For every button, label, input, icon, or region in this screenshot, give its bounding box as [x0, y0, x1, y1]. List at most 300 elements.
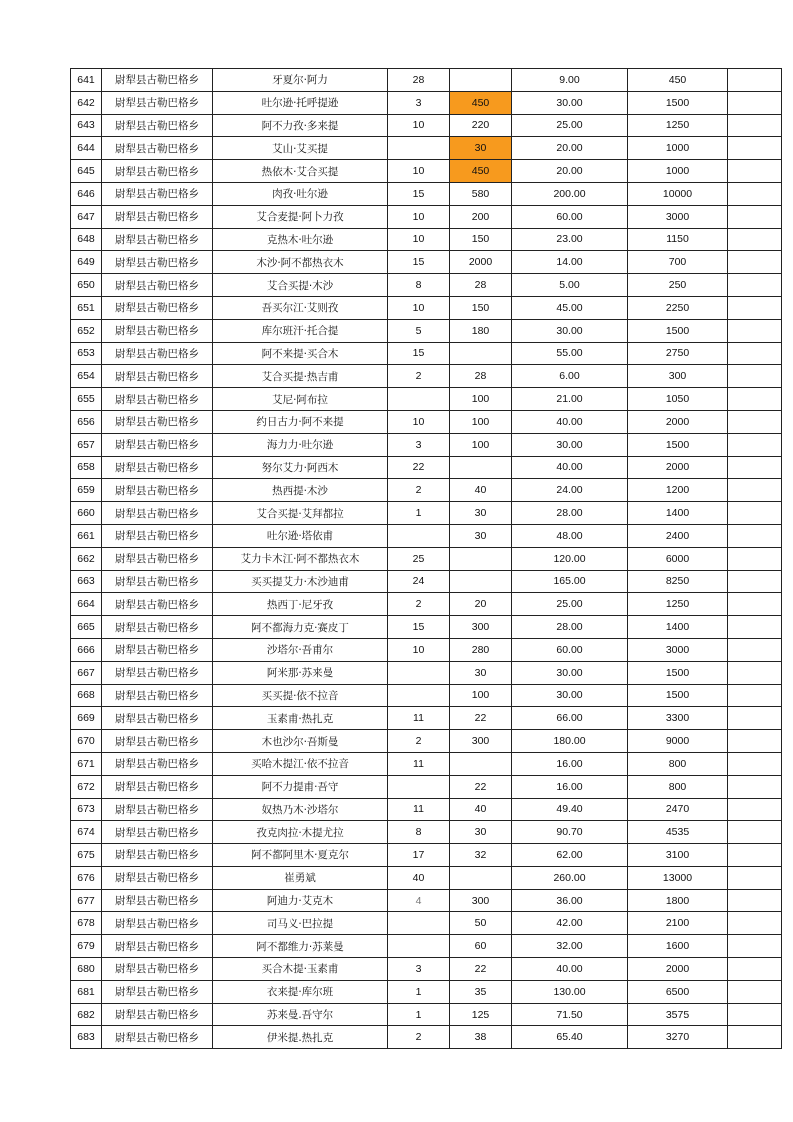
quantity-a-cell: 17: [388, 844, 450, 867]
name-cell: 奴热乃木·沙塔尔: [213, 798, 388, 821]
row-number-cell: 675: [71, 844, 102, 867]
amount-cell: 20.00: [512, 137, 628, 160]
quantity-b-cell: 150: [450, 296, 512, 319]
remark-cell: [728, 433, 782, 456]
quantity-b-cell: 28: [450, 274, 512, 297]
remark-cell: [728, 296, 782, 319]
data-table: [70, 68, 782, 1049]
table-row: [71, 547, 782, 570]
total-cell: 8250: [628, 570, 728, 593]
town-cell: 尉犁县古勒巴格乡: [102, 365, 213, 388]
table-row: [71, 958, 782, 981]
remark-cell: [728, 912, 782, 935]
total-cell: 1400: [628, 616, 728, 639]
town-cell: 尉犁县古勒巴格乡: [102, 1003, 213, 1026]
name-cell: 吐尔逊·塔依甫: [213, 524, 388, 547]
row-number-cell: 660: [71, 502, 102, 525]
quantity-b-cell: 100: [450, 410, 512, 433]
town-cell: 尉犁县古勒巴格乡: [102, 69, 213, 92]
quantity-b-cell: 30: [450, 137, 512, 160]
remark-cell: [728, 319, 782, 342]
quantity-b-cell: 30: [450, 502, 512, 525]
row-number-cell: 669: [71, 707, 102, 730]
row-number-cell: 671: [71, 752, 102, 775]
quantity-a-cell: 15: [388, 616, 450, 639]
amount-cell: 48.00: [512, 524, 628, 547]
total-cell: 3575: [628, 1003, 728, 1026]
remark-cell: [728, 547, 782, 570]
total-cell: 1500: [628, 433, 728, 456]
quantity-a-cell: 10: [388, 160, 450, 183]
quantity-a-cell: 10: [388, 296, 450, 319]
town-cell: 尉犁县古勒巴格乡: [102, 524, 213, 547]
town-cell: 尉犁县古勒巴格乡: [102, 958, 213, 981]
row-number-cell: 668: [71, 684, 102, 707]
table-row: [71, 1026, 782, 1049]
name-cell: 买哈木提江·依不拉音: [213, 752, 388, 775]
name-cell: 艾力卡木江·阿不都热衣木: [213, 547, 388, 570]
total-cell: 2400: [628, 524, 728, 547]
total-cell: 2000: [628, 410, 728, 433]
row-number-cell: 664: [71, 593, 102, 616]
name-cell: 艾合麦提·阿卜力孜: [213, 205, 388, 228]
row-number-cell: 679: [71, 935, 102, 958]
table-row: [71, 91, 782, 114]
name-cell: 伊米提.热扎克: [213, 1026, 388, 1049]
table-row: [71, 684, 782, 707]
remark-cell: [728, 114, 782, 137]
remark-cell: [728, 69, 782, 92]
total-cell: 2000: [628, 958, 728, 981]
total-cell: 700: [628, 251, 728, 274]
total-cell: 250: [628, 274, 728, 297]
name-cell: 海力力·吐尔逊: [213, 433, 388, 456]
quantity-b-cell: [450, 570, 512, 593]
quantity-b-cell: 38: [450, 1026, 512, 1049]
amount-cell: 20.00: [512, 160, 628, 183]
remark-cell: [728, 342, 782, 365]
table-row: [71, 160, 782, 183]
town-cell: 尉犁县古勒巴格乡: [102, 91, 213, 114]
name-cell: 热依木·艾合买提: [213, 160, 388, 183]
quantity-b-cell: 30: [450, 661, 512, 684]
name-cell: 买合木提·玉素甫: [213, 958, 388, 981]
town-cell: 尉犁县古勒巴格乡: [102, 479, 213, 502]
name-cell: 买买提·依不拉音: [213, 684, 388, 707]
amount-cell: 16.00: [512, 752, 628, 775]
remark-cell: [728, 205, 782, 228]
row-number-cell: 678: [71, 912, 102, 935]
total-cell: 1050: [628, 388, 728, 411]
total-cell: 3000: [628, 205, 728, 228]
quantity-b-cell: 300: [450, 730, 512, 753]
amount-cell: 9.00: [512, 69, 628, 92]
table-row: [71, 616, 782, 639]
town-cell: 尉犁县古勒巴格乡: [102, 730, 213, 753]
quantity-b-cell: 60: [450, 935, 512, 958]
table-row: [71, 638, 782, 661]
quantity-a-cell: [388, 684, 450, 707]
quantity-a-cell: 11: [388, 798, 450, 821]
total-cell: 1500: [628, 661, 728, 684]
row-number-cell: 647: [71, 205, 102, 228]
name-cell: 艾合买提·艾拜都拉: [213, 502, 388, 525]
amount-cell: 30.00: [512, 433, 628, 456]
row-number-cell: 659: [71, 479, 102, 502]
quantity-b-cell: [450, 456, 512, 479]
row-number-cell: 677: [71, 889, 102, 912]
row-number-cell: 682: [71, 1003, 102, 1026]
total-cell: 1200: [628, 479, 728, 502]
name-cell: 克热木·吐尔逊: [213, 228, 388, 251]
town-cell: 尉犁县古勒巴格乡: [102, 935, 213, 958]
table-row: [71, 730, 782, 753]
quantity-b-cell: 220: [450, 114, 512, 137]
amount-cell: 21.00: [512, 388, 628, 411]
quantity-b-cell: 22: [450, 707, 512, 730]
total-cell: 1500: [628, 684, 728, 707]
town-cell: 尉犁县古勒巴格乡: [102, 616, 213, 639]
remark-cell: [728, 251, 782, 274]
amount-cell: 25.00: [512, 114, 628, 137]
amount-cell: 180.00: [512, 730, 628, 753]
town-cell: 尉犁县古勒巴格乡: [102, 980, 213, 1003]
amount-cell: 62.00: [512, 844, 628, 867]
amount-cell: 6.00: [512, 365, 628, 388]
quantity-a-cell: 10: [388, 410, 450, 433]
table-row: [71, 365, 782, 388]
amount-cell: 120.00: [512, 547, 628, 570]
amount-cell: 5.00: [512, 274, 628, 297]
table-row: [71, 593, 782, 616]
town-cell: 尉犁县古勒巴格乡: [102, 205, 213, 228]
remark-cell: [728, 365, 782, 388]
amount-cell: 36.00: [512, 889, 628, 912]
table-row: [71, 319, 782, 342]
remark-cell: [728, 798, 782, 821]
town-cell: 尉犁县古勒巴格乡: [102, 274, 213, 297]
name-cell: 司马义·巴拉提: [213, 912, 388, 935]
total-cell: 2750: [628, 342, 728, 365]
name-cell: 热西提·木沙: [213, 479, 388, 502]
total-cell: 800: [628, 752, 728, 775]
name-cell: 玉素甫·热扎克: [213, 707, 388, 730]
amount-cell: 49.40: [512, 798, 628, 821]
total-cell: 3100: [628, 844, 728, 867]
table-row: [71, 707, 782, 730]
quantity-b-cell: 35: [450, 980, 512, 1003]
quantity-b-cell: 200: [450, 205, 512, 228]
row-number-cell: 665: [71, 616, 102, 639]
table-row: [71, 752, 782, 775]
row-number-cell: 661: [71, 524, 102, 547]
quantity-a-cell: 3: [388, 91, 450, 114]
total-cell: 4535: [628, 821, 728, 844]
quantity-a-cell: [388, 775, 450, 798]
row-number-cell: 649: [71, 251, 102, 274]
amount-cell: 40.00: [512, 958, 628, 981]
quantity-b-cell: 22: [450, 775, 512, 798]
quantity-b-cell: [450, 547, 512, 570]
amount-cell: 24.00: [512, 479, 628, 502]
remark-cell: [728, 228, 782, 251]
remark-cell: [728, 182, 782, 205]
amount-cell: 55.00: [512, 342, 628, 365]
quantity-a-cell: [388, 935, 450, 958]
table-row: [71, 456, 782, 479]
quantity-b-cell: 2000: [450, 251, 512, 274]
amount-cell: 14.00: [512, 251, 628, 274]
amount-cell: 200.00: [512, 182, 628, 205]
quantity-a-cell: 1: [388, 980, 450, 1003]
total-cell: 3300: [628, 707, 728, 730]
quantity-b-cell: [450, 69, 512, 92]
total-cell: 1250: [628, 593, 728, 616]
table-row: [71, 866, 782, 889]
amount-cell: 25.00: [512, 593, 628, 616]
town-cell: 尉犁县古勒巴格乡: [102, 388, 213, 411]
table-row: [71, 479, 782, 502]
town-cell: 尉犁县古勒巴格乡: [102, 502, 213, 525]
town-cell: 尉犁县古勒巴格乡: [102, 342, 213, 365]
name-cell: 热西丁·尼牙孜: [213, 593, 388, 616]
town-cell: 尉犁县古勒巴格乡: [102, 547, 213, 570]
total-cell: 2470: [628, 798, 728, 821]
quantity-b-cell: 30: [450, 524, 512, 547]
town-cell: 尉犁县古勒巴格乡: [102, 114, 213, 137]
table-row: [71, 182, 782, 205]
town-cell: 尉犁县古勒巴格乡: [102, 593, 213, 616]
row-number-cell: 674: [71, 821, 102, 844]
quantity-a-cell: 5: [388, 319, 450, 342]
remark-cell: [728, 388, 782, 411]
table-row: [71, 228, 782, 251]
amount-cell: 30.00: [512, 319, 628, 342]
town-cell: 尉犁县古勒巴格乡: [102, 160, 213, 183]
town-cell: 尉犁县古勒巴格乡: [102, 319, 213, 342]
table-row: [71, 274, 782, 297]
town-cell: 尉犁县古勒巴格乡: [102, 456, 213, 479]
total-cell: 1800: [628, 889, 728, 912]
remark-cell: [728, 593, 782, 616]
town-cell: 尉犁县古勒巴格乡: [102, 707, 213, 730]
row-number-cell: 646: [71, 182, 102, 205]
town-cell: 尉犁县古勒巴格乡: [102, 1026, 213, 1049]
remark-cell: [728, 844, 782, 867]
total-cell: 13000: [628, 866, 728, 889]
town-cell: 尉犁县古勒巴格乡: [102, 798, 213, 821]
total-cell: 1250: [628, 114, 728, 137]
amount-cell: 40.00: [512, 410, 628, 433]
row-number-cell: 643: [71, 114, 102, 137]
amount-cell: 42.00: [512, 912, 628, 935]
table-row: [71, 570, 782, 593]
remark-cell: [728, 91, 782, 114]
name-cell: 沙塔尔·吾甫尔: [213, 638, 388, 661]
name-cell: 木也沙尔·吾斯曼: [213, 730, 388, 753]
remark-cell: [728, 570, 782, 593]
quantity-a-cell: 4: [388, 889, 450, 912]
remark-cell: [728, 502, 782, 525]
row-number-cell: 648: [71, 228, 102, 251]
table-row: [71, 524, 782, 547]
table-row: [71, 433, 782, 456]
town-cell: 尉犁县古勒巴格乡: [102, 889, 213, 912]
total-cell: 3270: [628, 1026, 728, 1049]
table-row: [71, 661, 782, 684]
quantity-a-cell: 10: [388, 228, 450, 251]
quantity-b-cell: 40: [450, 479, 512, 502]
amount-cell: 130.00: [512, 980, 628, 1003]
row-number-cell: 680: [71, 958, 102, 981]
row-number-cell: 651: [71, 296, 102, 319]
table-row: [71, 251, 782, 274]
quantity-a-cell: 11: [388, 752, 450, 775]
name-cell: 阿不都海力克·赛皮丁: [213, 616, 388, 639]
quantity-b-cell: 300: [450, 616, 512, 639]
remark-cell: [728, 160, 782, 183]
town-cell: 尉犁县古勒巴格乡: [102, 775, 213, 798]
remark-cell: [728, 524, 782, 547]
amount-cell: 28.00: [512, 502, 628, 525]
remark-cell: [728, 684, 782, 707]
town-cell: 尉犁县古勒巴格乡: [102, 866, 213, 889]
remark-cell: [728, 935, 782, 958]
quantity-a-cell: 15: [388, 342, 450, 365]
total-cell: 6500: [628, 980, 728, 1003]
name-cell: 阿不来提·买合木: [213, 342, 388, 365]
town-cell: 尉犁县古勒巴格乡: [102, 182, 213, 205]
amount-cell: 23.00: [512, 228, 628, 251]
quantity-a-cell: 10: [388, 114, 450, 137]
name-cell: 牙夏尔·阿力: [213, 69, 388, 92]
town-cell: 尉犁县古勒巴格乡: [102, 228, 213, 251]
row-number-cell: 672: [71, 775, 102, 798]
remark-cell: [728, 775, 782, 798]
row-number-cell: 650: [71, 274, 102, 297]
remark-cell: [728, 137, 782, 160]
amount-cell: 60.00: [512, 205, 628, 228]
quantity-a-cell: 3: [388, 433, 450, 456]
town-cell: 尉犁县古勒巴格乡: [102, 821, 213, 844]
table-row: [71, 775, 782, 798]
town-cell: 尉犁县古勒巴格乡: [102, 137, 213, 160]
remark-cell: [728, 456, 782, 479]
town-cell: 尉犁县古勒巴格乡: [102, 661, 213, 684]
table-row: [71, 980, 782, 1003]
quantity-a-cell: 2: [388, 365, 450, 388]
table-row: [71, 821, 782, 844]
town-cell: 尉犁县古勒巴格乡: [102, 752, 213, 775]
remark-cell: [728, 958, 782, 981]
quantity-a-cell: 8: [388, 274, 450, 297]
row-number-cell: 658: [71, 456, 102, 479]
quantity-a-cell: 1: [388, 1003, 450, 1026]
total-cell: 1600: [628, 935, 728, 958]
name-cell: 艾尼·阿布拉: [213, 388, 388, 411]
name-cell: 努尔艾力·阿西木: [213, 456, 388, 479]
quantity-b-cell: 580: [450, 182, 512, 205]
table-row: [71, 205, 782, 228]
name-cell: 库尔班汗·托合提: [213, 319, 388, 342]
amount-cell: 45.00: [512, 296, 628, 319]
quantity-a-cell: [388, 524, 450, 547]
total-cell: 9000: [628, 730, 728, 753]
row-number-cell: 656: [71, 410, 102, 433]
quantity-a-cell: 11: [388, 707, 450, 730]
table-row: [71, 410, 782, 433]
row-number-cell: 653: [71, 342, 102, 365]
quantity-a-cell: 40: [388, 866, 450, 889]
row-number-cell: 644: [71, 137, 102, 160]
amount-cell: 30.00: [512, 684, 628, 707]
quantity-a-cell: 2: [388, 730, 450, 753]
quantity-a-cell: 2: [388, 479, 450, 502]
name-cell: 买买提艾力·木沙迪甫: [213, 570, 388, 593]
amount-cell: 165.00: [512, 570, 628, 593]
remark-cell: [728, 274, 782, 297]
quantity-b-cell: 32: [450, 844, 512, 867]
quantity-b-cell: 28: [450, 365, 512, 388]
quantity-b-cell: [450, 866, 512, 889]
quantity-b-cell: 300: [450, 889, 512, 912]
quantity-b-cell: 100: [450, 433, 512, 456]
quantity-b-cell: 22: [450, 958, 512, 981]
remark-cell: [728, 616, 782, 639]
amount-cell: 90.70: [512, 821, 628, 844]
name-cell: 吐尔逊·托呼提逊: [213, 91, 388, 114]
total-cell: 2250: [628, 296, 728, 319]
remark-cell: [728, 1003, 782, 1026]
remark-cell: [728, 980, 782, 1003]
amount-cell: 71.50: [512, 1003, 628, 1026]
quantity-a-cell: 22: [388, 456, 450, 479]
quantity-a-cell: 8: [388, 821, 450, 844]
quantity-b-cell: [450, 342, 512, 365]
quantity-a-cell: 2: [388, 593, 450, 616]
table-row: [71, 798, 782, 821]
remark-cell: [728, 1026, 782, 1049]
quantity-a-cell: [388, 661, 450, 684]
name-cell: 肉孜·吐尔逊: [213, 182, 388, 205]
quantity-a-cell: 15: [388, 182, 450, 205]
amount-cell: 60.00: [512, 638, 628, 661]
quantity-b-cell: 150: [450, 228, 512, 251]
name-cell: 阿不力孜·多来提: [213, 114, 388, 137]
town-cell: 尉犁县古勒巴格乡: [102, 296, 213, 319]
quantity-a-cell: 15: [388, 251, 450, 274]
row-number-cell: 655: [71, 388, 102, 411]
amount-cell: 66.00: [512, 707, 628, 730]
quantity-b-cell: 450: [450, 91, 512, 114]
total-cell: 2000: [628, 456, 728, 479]
table-row: [71, 342, 782, 365]
row-number-cell: 670: [71, 730, 102, 753]
table-row: [71, 889, 782, 912]
table-row: [71, 296, 782, 319]
town-cell: 尉犁县古勒巴格乡: [102, 251, 213, 274]
name-cell: 崔勇斌: [213, 866, 388, 889]
row-number-cell: 683: [71, 1026, 102, 1049]
quantity-a-cell: 10: [388, 638, 450, 661]
quantity-b-cell: 30: [450, 821, 512, 844]
name-cell: 艾山·艾买提: [213, 137, 388, 160]
table-row: [71, 844, 782, 867]
table-row: [71, 388, 782, 411]
name-cell: 孜克肉拉·木提尤拉: [213, 821, 388, 844]
quantity-a-cell: [388, 912, 450, 935]
name-cell: 阿米那·苏来曼: [213, 661, 388, 684]
